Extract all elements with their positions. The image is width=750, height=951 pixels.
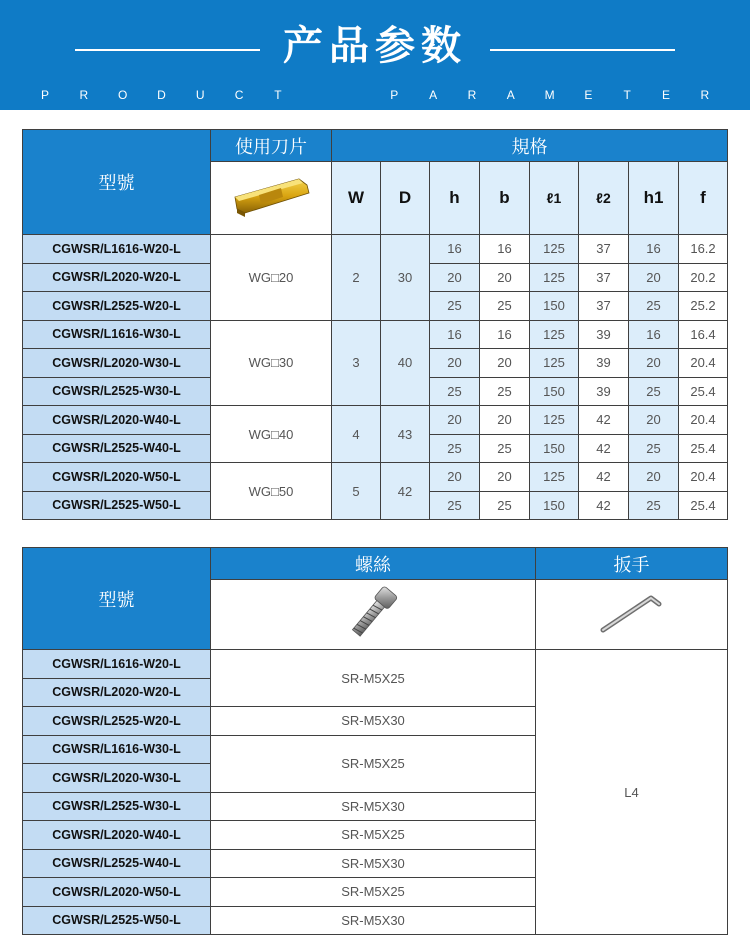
value-cell: 20 [430, 463, 480, 492]
col-h1: h1 [629, 162, 679, 235]
model-cell: CGWSR/L2525-W40-L [23, 434, 211, 463]
model-cell: CGWSR/L2020-W50-L [23, 878, 211, 907]
value-cell: 25.4 [679, 377, 728, 406]
subtitle-letter: P [390, 88, 399, 102]
value-cell: 39 [579, 349, 629, 378]
page-title: 产品参数 [283, 23, 467, 69]
spec-row [23, 320, 728, 349]
value-cell: 20 [480, 263, 530, 292]
value-cell: 150 [530, 292, 579, 321]
value-cell: 25 [480, 434, 530, 463]
model-cell: CGWSR/L2020-W20-L [23, 263, 211, 292]
spec-header: 規格 [332, 130, 728, 162]
header-subtitle [40, 88, 710, 102]
model-cell: CGWSR/L2020-W50-L [23, 463, 211, 492]
subtitle-letter: R [467, 88, 477, 102]
value-cell: 25.2 [679, 292, 728, 321]
subtitle-letter [312, 88, 322, 102]
spec-row [23, 406, 728, 435]
w-cell: 4 [332, 406, 381, 463]
value-cell: 20 [480, 463, 530, 492]
screw-cell: SR-M5X30 [211, 849, 536, 878]
screw-image-cell [211, 580, 536, 650]
value-cell: 25 [629, 292, 679, 321]
value-cell: 25 [430, 434, 480, 463]
value-cell: 25 [480, 377, 530, 406]
value-cell: 16 [430, 235, 480, 264]
model-cell: CGWSR/L1616-W20-L [23, 235, 211, 264]
value-cell: 125 [530, 320, 579, 349]
model-cell: CGWSR/L2525-W50-L [23, 491, 211, 520]
value-cell: 42 [579, 491, 629, 520]
screw-cell: SR-M5X25 [211, 650, 536, 707]
value-cell: 16.4 [679, 320, 728, 349]
value-cell: 125 [530, 263, 579, 292]
subtitle-letter: E [584, 88, 593, 102]
value-cell: 20 [430, 349, 480, 378]
subtitle-letter [351, 88, 361, 102]
model-cell: CGWSR/L2525-W30-L [23, 377, 211, 406]
w-cell: 5 [332, 463, 381, 520]
d-cell: 43 [381, 406, 430, 463]
value-cell: 16 [629, 320, 679, 349]
model-cell: CGWSR/L2525-W50-L [23, 906, 211, 935]
value-cell: 125 [530, 235, 579, 264]
subtitle-letter: U [195, 88, 205, 102]
insert-header: 使用刀片 [211, 130, 332, 162]
value-cell: 20 [430, 406, 480, 435]
model-cell: CGWSR/L1616-W30-L [23, 320, 211, 349]
insert-cell: WG□50 [211, 463, 332, 520]
col-W: W [332, 162, 381, 235]
model-cell: CGWSR/L2020-W40-L [23, 821, 211, 850]
value-cell: 37 [579, 263, 629, 292]
subtitle-letter: A [429, 88, 438, 102]
hex-screw-icon [343, 583, 403, 643]
value-cell: 25 [430, 377, 480, 406]
d-cell: 40 [381, 320, 430, 406]
subtitle-letter: M [544, 88, 555, 102]
value-cell: 37 [579, 235, 629, 264]
subtitle-letter: C [234, 88, 244, 102]
wrench-header: 扳手 [536, 548, 728, 580]
subtitle-letter: P [40, 88, 49, 102]
value-cell: 25 [430, 292, 480, 321]
subtitle-letter: R [79, 88, 89, 102]
screw-header: 螺絲 [211, 548, 536, 580]
value-cell: 42 [579, 406, 629, 435]
value-cell: 150 [530, 434, 579, 463]
value-cell: 20.2 [679, 263, 728, 292]
model-header-2: 型號 [23, 548, 211, 650]
value-cell: 25.4 [679, 491, 728, 520]
insert-cell: WG□30 [211, 320, 332, 406]
subtitle-letter: E [661, 88, 670, 102]
accessory-table [22, 547, 728, 935]
wrench-cell: L4 [536, 650, 728, 935]
model-cell: CGWSR/L2525-W30-L [23, 792, 211, 821]
value-cell: 125 [530, 463, 579, 492]
value-cell: 16.2 [679, 235, 728, 264]
subtitle-letter: D [157, 88, 166, 102]
insert-cell: WG□40 [211, 406, 332, 463]
value-cell: 42 [579, 463, 629, 492]
model-cell: CGWSR/L2020-W40-L [23, 406, 211, 435]
value-cell: 25 [629, 434, 679, 463]
w-cell: 3 [332, 320, 381, 406]
value-cell: 25 [430, 491, 480, 520]
screw-cell: SR-M5X25 [211, 878, 536, 907]
d-cell: 30 [381, 235, 430, 321]
value-cell: 150 [530, 377, 579, 406]
value-cell: 25 [480, 292, 530, 321]
value-cell: 125 [530, 349, 579, 378]
spec-row [23, 463, 728, 492]
value-cell: 16 [480, 235, 530, 264]
w-cell: 2 [332, 235, 381, 321]
value-cell: 20 [629, 463, 679, 492]
col-D: D [381, 162, 430, 235]
value-cell: 125 [530, 406, 579, 435]
screw-cell: SR-M5X30 [211, 792, 536, 821]
model-cell: CGWSR/L2020-W30-L [23, 349, 211, 378]
value-cell: 20 [480, 406, 530, 435]
insert-image-cell [211, 162, 332, 235]
model-cell: CGWSR/L1616-W30-L [23, 735, 211, 764]
insert-blade-icon [229, 175, 313, 219]
value-cell: 25 [629, 377, 679, 406]
value-cell: 20 [480, 349, 530, 378]
subtitle-letter: R [700, 88, 710, 102]
wrench-image-cell [536, 580, 728, 650]
subtitle-letter: T [623, 88, 631, 102]
col-l2: ℓ2 [579, 162, 629, 235]
screw-cell: SR-M5X25 [211, 735, 536, 792]
value-cell: 20.4 [679, 349, 728, 378]
page-header [0, 0, 750, 110]
value-cell: 25 [480, 491, 530, 520]
model-cell: CGWSR/L2525-W20-L [23, 707, 211, 736]
model-cell: CGWSR/L2525-W20-L [23, 292, 211, 321]
value-cell: 39 [579, 320, 629, 349]
col-h: h [430, 162, 480, 235]
value-cell: 20 [629, 263, 679, 292]
screw-cell: SR-M5X25 [211, 821, 536, 850]
screw-cell: SR-M5X30 [211, 906, 536, 935]
value-cell: 16 [629, 235, 679, 264]
subtitle-letter: O [117, 88, 128, 102]
spec-row [23, 235, 728, 264]
model-cell: CGWSR/L2525-W40-L [23, 849, 211, 878]
value-cell: 20.4 [679, 406, 728, 435]
value-cell: 37 [579, 292, 629, 321]
accessory-row [23, 650, 728, 679]
col-b: b [480, 162, 530, 235]
hex-key-icon [597, 588, 667, 638]
value-cell: 150 [530, 491, 579, 520]
value-cell: 20 [629, 349, 679, 378]
value-cell: 42 [579, 434, 629, 463]
spec-table [22, 129, 728, 520]
value-cell: 16 [430, 320, 480, 349]
value-cell: 20.4 [679, 463, 728, 492]
value-cell: 16 [480, 320, 530, 349]
value-cell: 25 [629, 491, 679, 520]
col-f: f [679, 162, 728, 235]
subtitle-letter: A [506, 88, 515, 102]
insert-cell: WG□20 [211, 235, 332, 321]
value-cell: 39 [579, 377, 629, 406]
model-header: 型號 [23, 130, 211, 235]
model-cell: CGWSR/L2020-W20-L [23, 678, 211, 707]
subtitle-letter: T [274, 88, 282, 102]
d-cell: 42 [381, 463, 430, 520]
model-cell: CGWSR/L2020-W30-L [23, 764, 211, 793]
screw-cell: SR-M5X30 [211, 707, 536, 736]
model-cell: CGWSR/L1616-W20-L [23, 650, 211, 679]
value-cell: 20 [629, 406, 679, 435]
value-cell: 20 [430, 263, 480, 292]
value-cell: 25.4 [679, 434, 728, 463]
col-l1: ℓ1 [530, 162, 579, 235]
